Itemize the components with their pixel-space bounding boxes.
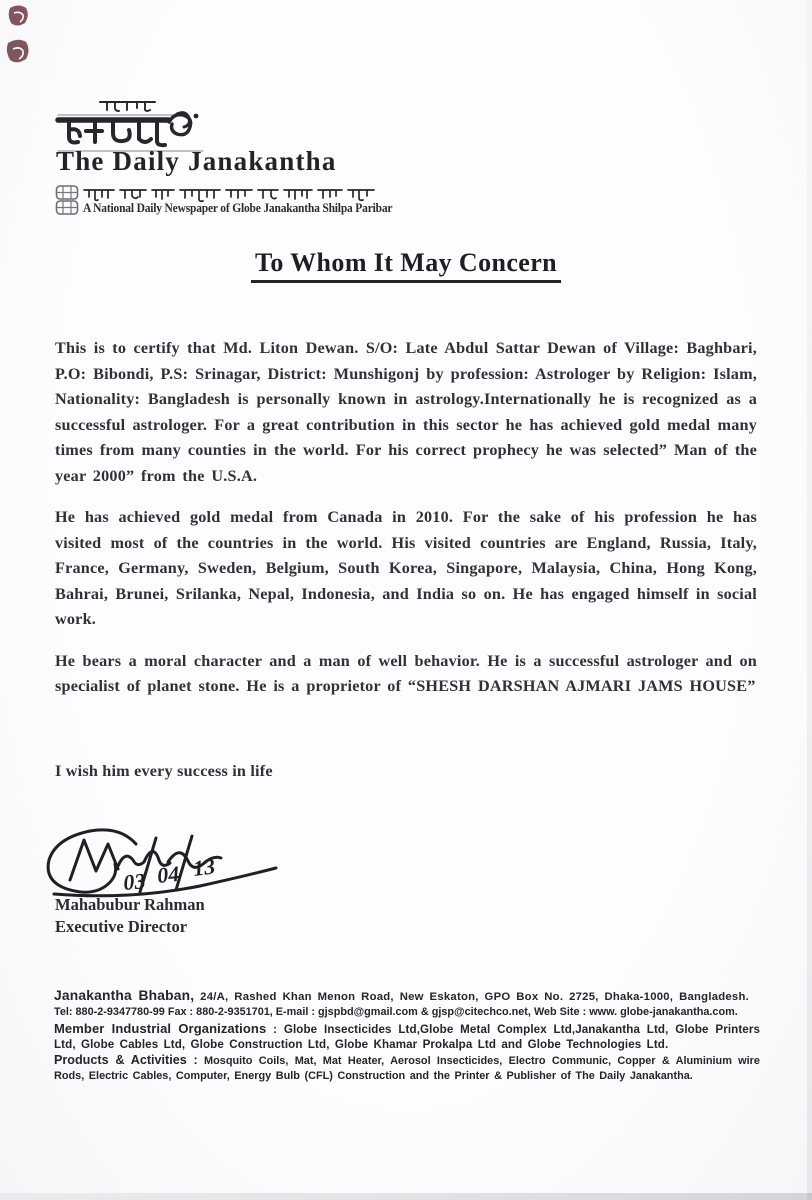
footer-building-name: Janakantha Bhaban, — [54, 988, 195, 1003]
svg-text:03: 03 — [122, 868, 147, 895]
paragraph-achievements: He has achieved gold medal from Canada in 2010. For the sake of his profession he has visited most of the countries in the world. His visited countries are England, Russia, Italy, France, Germany, Sweden, Belgium, South Korea, Singapore, Malaysia, China, Hong Kong, Bahrai, Brunei, Srilanka, Nepal, Indonesia, and India so on. He has engaged himself in social work. — [55, 508, 757, 628]
document-title: To Whom It May Concern — [251, 248, 561, 283]
footer-products-lead: Products & Activities : — [54, 1052, 198, 1067]
title-row — [0, 248, 812, 283]
masthead-english: The Daily Janakantha — [56, 146, 337, 176]
publisher-logo-icon — [55, 184, 79, 216]
footer-contact-line: Tel: 880-2-9347780-99 Fax : 880-2-9351701, E-mail : gjspbd@gmail.com & gjsp@citechco.net, Web Site : www. globe-janakantha.com. — [54, 1006, 738, 1019]
svg-text:13: 13 — [191, 853, 217, 881]
letter-body — [55, 336, 757, 716]
paragraph-certification: This is to certify that Md. Liton Dewan. S/O: Late Abdul Sattar Dewan of Village: Baghbari, P.O: Bibondi, P.S: Srinagar, District: Munshigonj by profession: Astrologer by Religion: Islam, Nationality: Bangladesh is personally known in astrology.Internationally he is recognized as a successful astrologer. For a great contribution in this sector he has achieved gold medal many times from many counties in the world. For his correct prophecy he was selected” Man of the year 2000” from the U.S.A. — [55, 339, 757, 485]
scan-edge-shadow-bottom — [0, 1193, 812, 1200]
tagline-english: A National Daily Newspaper of Globe Janakantha Shilpa Paribar — [83, 201, 393, 215]
closing-line: I wish him every success in life — [55, 762, 273, 780]
signatory-role: Executive Director — [55, 917, 188, 936]
footer-member-lead: Member Industrial Organizations — [54, 1020, 267, 1036]
svg-text:04: 04 — [155, 860, 181, 888]
footer-products-activities: Products & Activities : Mosquito Coils, Mat, Mat Heater, Aerosol Insecticides, Electro Communic, Copper & Aluminium wire Rods, Electric Cables, Computer, Energy Bulb (CFL) Construction and the Printer & Publisher of The Daily Janakantha. — [54, 1052, 760, 1083]
handwritten-signature — [40, 824, 292, 904]
scan-edge-shadow-right — [807, 0, 812, 1200]
footer-member-organizations: Member Industrial Organizations : Globe Insecticides Ltd,Globe Metal Complex Ltd,Janakantha Ltd, Globe Printers Ltd, Globe Cables Ltd, Globe Construction Ltd, Globe Khamar Prokalpa Ltd and Globe Technologies Ltd. — [54, 1020, 760, 1052]
footer-address-line: Janakantha Bhaban, 24/A, Rashed Khan Menon Road, New Eskaton, GPO Box No. 2725, Dhaka-1000, Bangladesh. — [54, 988, 749, 1003]
paragraph-character: He bears a moral character and a man of well behavior. He is a successful astrologer and on specialist of planet stone. He is a proprietor of “SHESH DARSHAN AJMARI JAMS HOUSE” — [55, 651, 757, 695]
corner-stamp-marks — [4, 3, 44, 75]
letterhead-footer — [54, 988, 760, 1084]
signatory-name: Mahabubur Rahman — [55, 895, 205, 914]
